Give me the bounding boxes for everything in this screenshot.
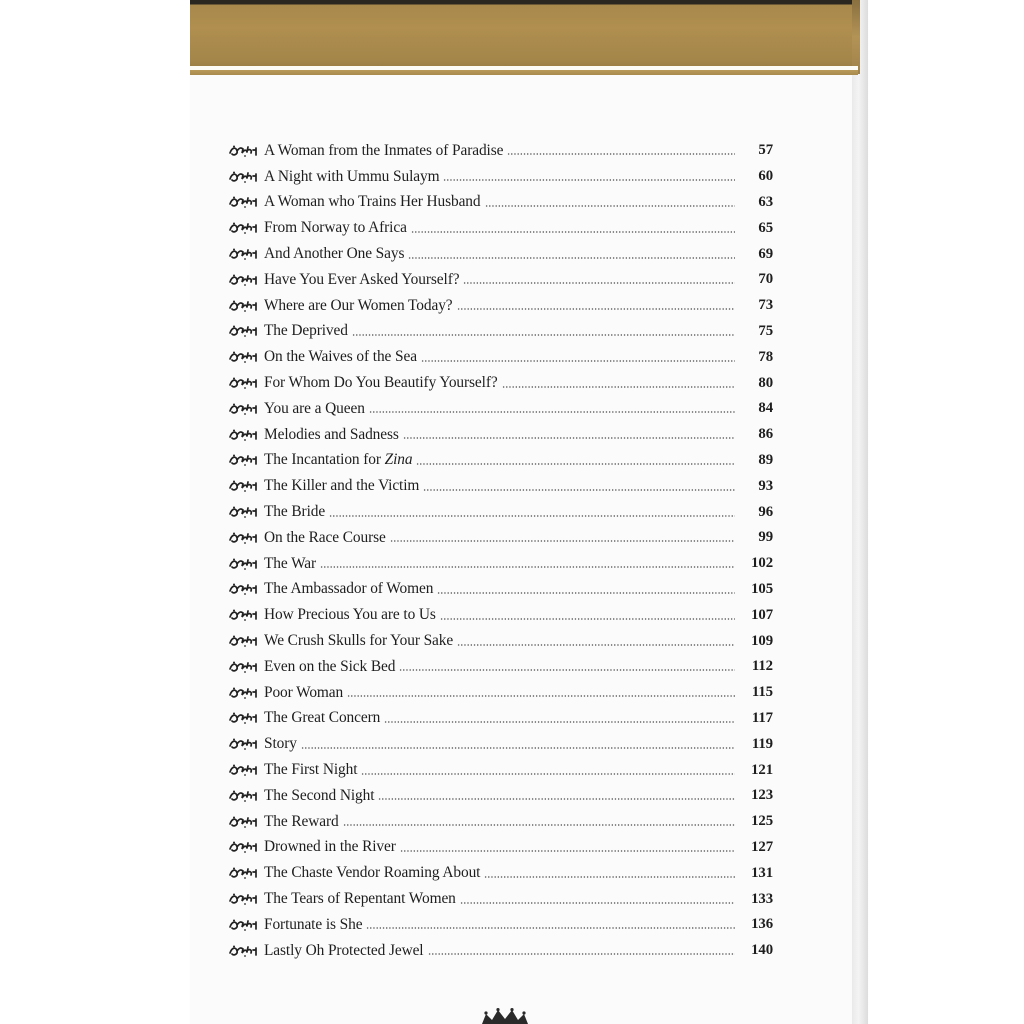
toc-entry[interactable] (228, 215, 773, 241)
calligraphic-ornament-icon (228, 169, 264, 185)
toc-entry[interactable] (228, 138, 773, 164)
toc-entry-title-text: A Night with Ummu Sulaym (264, 167, 440, 185)
calligraphic-ornament-icon (228, 375, 264, 391)
dot-leader (457, 643, 735, 647)
toc-entry-page-number: 93 (758, 477, 773, 494)
toc-entry-title-text: From Norway to Africa (264, 219, 407, 237)
toc-entry-title-text: Lastly Oh Protected Jewel (264, 941, 424, 959)
calligraphic-ornament-icon (228, 298, 264, 314)
toc-entry-title (264, 787, 378, 805)
dot-leader (390, 539, 735, 543)
calligraphic-ornament-icon (228, 556, 264, 572)
toc-entry-title (264, 348, 421, 366)
toc-entry-title (264, 632, 457, 650)
calligraphic-ornament-icon (228, 478, 264, 494)
toc-entry[interactable] (228, 680, 773, 706)
toc-entry-title-text: Fortunate is She (264, 915, 363, 933)
toc-entry[interactable] (228, 525, 773, 551)
calligraphic-ornament-icon (228, 839, 264, 855)
calligraphic-ornament-icon (228, 504, 264, 520)
toc-entry-title (264, 271, 463, 289)
toc-entry-title-text: The Second Night (264, 786, 375, 804)
calligraphic-ornament-icon (228, 427, 264, 443)
toc-entry[interactable] (228, 577, 773, 603)
header-gold-band-edge (852, 0, 860, 74)
toc-entry-title-text: Melodies and Sadness (264, 425, 399, 443)
toc-entry-title-text: A Woman from the Inmates of Paradise (264, 141, 504, 159)
toc-entry-page-number: 125 (751, 813, 773, 830)
calligraphic-ornament-icon (228, 581, 264, 597)
toc-entry-title (264, 400, 369, 418)
dot-leader (485, 204, 735, 208)
toc-entry-title (264, 890, 460, 908)
dot-leader (369, 410, 735, 414)
dot-leader (408, 256, 735, 260)
dot-leader (411, 230, 735, 234)
toc-entry[interactable] (228, 602, 773, 628)
toc-entry-title (264, 426, 403, 444)
toc-entry-title-text: The Bride (264, 503, 326, 521)
toc-entry-title-text: How Precious You are to Us (264, 606, 436, 624)
dot-leader (502, 385, 735, 389)
calligraphic-ornament-icon (228, 891, 264, 907)
toc-entry-page-number: 127 (751, 838, 773, 855)
toc-entry-page-number: 140 (751, 942, 773, 959)
toc-entry-title-text: The First Night (264, 761, 358, 779)
toc-entry-page-number: 57 (758, 142, 773, 159)
dot-leader (443, 178, 735, 182)
toc-entry-title (264, 864, 484, 882)
header-gold-band (190, 0, 858, 66)
calligraphic-ornament-icon (228, 401, 264, 417)
toc-entry-title (264, 735, 301, 753)
toc-entry-title (264, 709, 384, 727)
calligraphic-ornament-icon (228, 349, 264, 365)
toc-entry-title (264, 503, 329, 521)
dot-leader (416, 462, 735, 466)
calligraphic-ornament-icon (228, 530, 264, 546)
toc-entry-title (264, 451, 416, 469)
calligraphic-ornament-icon (228, 814, 264, 830)
toc-entry-title (264, 322, 352, 340)
dot-leader (399, 668, 735, 672)
toc-entry[interactable] (228, 551, 773, 577)
calligraphic-ornament-icon (228, 917, 264, 933)
toc-entry[interactable] (228, 370, 773, 396)
toc-entry-title (264, 477, 423, 495)
crown-ornament-icon (478, 1008, 532, 1024)
toc-entry-title (264, 529, 390, 547)
toc-entry-title-text: The Great Concern (264, 709, 381, 727)
toc-entry-title-text: A Woman who Trains Her Husband (264, 193, 481, 211)
toc-entry-title (264, 219, 411, 237)
toc-entry-title-text: Even on the Sick Bed (264, 657, 396, 675)
toc-entry[interactable] (228, 319, 773, 345)
toc-entry-page-number: 75 (758, 322, 773, 339)
toc-entry-page-number: 107 (751, 606, 773, 623)
toc-entry-page-number: 99 (758, 529, 773, 546)
calligraphic-ornament-icon (228, 788, 264, 804)
dot-leader (437, 591, 735, 595)
toc-entry-title (264, 555, 320, 573)
toc-entry[interactable] (228, 809, 773, 835)
toc-entry-title-text: You are a Queen (264, 399, 365, 417)
toc-entry-page-number: 70 (758, 271, 773, 288)
toc-entry-page-number: 84 (758, 400, 773, 417)
toc-entry-page-number: 123 (751, 787, 773, 804)
calligraphic-ornament-icon (228, 452, 264, 468)
dot-leader (400, 849, 735, 853)
toc-entry-title-text: Drowned in the River (264, 838, 396, 856)
toc-entry-title (264, 245, 408, 263)
toc-entry[interactable] (228, 886, 773, 912)
toc-entry[interactable] (228, 499, 773, 525)
toc-entry-title (264, 838, 400, 856)
toc-entry[interactable] (228, 396, 773, 422)
dot-leader (384, 720, 735, 724)
toc-entry-page-number: 78 (758, 348, 773, 365)
toc-entry-page-number: 102 (751, 555, 773, 572)
dot-leader (320, 565, 735, 569)
header-rule-gold (190, 70, 858, 75)
dot-leader (460, 901, 735, 905)
toc-entry-title (264, 761, 361, 779)
dot-leader (378, 797, 735, 801)
toc-entry[interactable] (228, 293, 773, 319)
dot-leader (301, 746, 735, 750)
toc-entry[interactable] (228, 860, 773, 886)
toc-entry-title-text: The Deprived (264, 322, 348, 340)
calligraphic-ornament-icon (228, 659, 264, 675)
toc-entry-page-number: 133 (751, 890, 773, 907)
toc-entry[interactable] (228, 344, 773, 370)
calligraphic-ornament-icon (228, 943, 264, 959)
dot-leader (507, 152, 735, 156)
toc-entry[interactable] (228, 164, 773, 190)
toc-entry-page-number: 80 (758, 374, 773, 391)
toc-entry-page-number: 121 (751, 761, 773, 778)
dot-leader (329, 514, 735, 518)
dot-leader (463, 281, 735, 285)
toc-entry-page-number: 117 (751, 709, 773, 726)
toc-entry-title-text: We Crush Skulls for Your Sake (264, 632, 454, 650)
dot-leader (366, 926, 735, 930)
toc-entry-title-italic: Zina (384, 451, 413, 469)
calligraphic-ornament-icon (228, 272, 264, 288)
toc-entry-title-text: The Chaste Vendor Roaming About (264, 864, 481, 882)
calligraphic-ornament-icon (228, 710, 264, 726)
toc-entry-title-text: The Killer and the Victim (264, 477, 420, 495)
toc-entry-title-text: Story (264, 735, 297, 753)
toc-entry-page-number: 89 (758, 451, 773, 468)
toc-entry[interactable] (228, 783, 773, 809)
calligraphic-ornament-icon (228, 865, 264, 881)
toc-entry-title-text: The Reward (264, 812, 339, 830)
toc-entry-title (264, 193, 485, 211)
calligraphic-ornament-icon (228, 633, 264, 649)
toc-entry-title (264, 142, 507, 160)
toc-entry-title (264, 374, 502, 392)
toc-entry[interactable] (228, 938, 773, 964)
toc-entry-title (264, 297, 457, 315)
toc-entry-title-text: The War (264, 554, 317, 572)
toc-entry-title (264, 813, 343, 831)
toc-entry-page-number: 105 (751, 580, 773, 597)
toc-entry[interactable] (228, 835, 773, 861)
calligraphic-ornament-icon (228, 685, 264, 701)
toc-entry[interactable] (228, 706, 773, 732)
table-of-contents (228, 138, 773, 964)
toc-entry-title (264, 942, 428, 960)
toc-entry-title-text: The Tears of Repentant Women (264, 890, 456, 907)
dot-leader (484, 875, 735, 879)
dot-leader (440, 617, 735, 621)
toc-entry-page-number: 119 (751, 735, 773, 752)
calligraphic-ornament-icon (228, 762, 264, 778)
dot-leader (352, 333, 735, 337)
toc-entry-title (264, 658, 399, 676)
toc-entry[interactable] (228, 654, 773, 680)
toc-entry-title-text: Have You Ever Asked Yourself? (264, 270, 460, 288)
calligraphic-ornament-icon (228, 194, 264, 210)
calligraphic-ornament-icon (228, 323, 264, 339)
toc-entry-page-number: 73 (758, 297, 773, 314)
dot-leader (428, 952, 736, 956)
toc-entry-page-number: 136 (751, 916, 773, 933)
toc-entry-page-number: 96 (758, 503, 773, 520)
toc-entry-title-text: And Another One Says (264, 245, 405, 263)
dot-leader (457, 307, 735, 311)
calligraphic-ornament-icon (228, 143, 264, 159)
toc-entry-title-text: Where are Our Women Today? (264, 296, 453, 314)
toc-entry-title (264, 168, 443, 186)
toc-entry-page-number: 60 (758, 168, 773, 185)
toc-entry-title (264, 580, 437, 598)
toc-entry-page-number: 131 (751, 864, 773, 881)
dot-leader (403, 436, 735, 440)
toc-entry[interactable] (228, 757, 773, 783)
calligraphic-ornament-icon (228, 736, 264, 752)
toc-entry-title-text: For Whom Do You Beautify Yourself? (264, 374, 498, 392)
calligraphic-ornament-icon (228, 246, 264, 262)
toc-entry[interactable] (228, 912, 773, 938)
toc-entry-page-number: 65 (758, 219, 773, 236)
toc-entry[interactable] (228, 628, 773, 654)
dot-leader (423, 488, 735, 492)
toc-entry[interactable] (228, 241, 773, 267)
toc-entry[interactable] (228, 267, 773, 293)
toc-entry-page-number: 69 (758, 245, 773, 262)
dot-leader (347, 694, 735, 698)
toc-entry-title-text: On the Waives of the Sea (264, 348, 417, 366)
dot-leader (361, 772, 735, 776)
toc-entry-title-text: The Ambassador of Women (264, 580, 434, 598)
toc-entry-title (264, 606, 440, 624)
toc-entry-title (264, 684, 347, 702)
toc-entry-page-number: 115 (751, 684, 773, 701)
toc-entry-page-number: 109 (751, 632, 773, 649)
toc-entry-page-number: 63 (758, 193, 773, 210)
toc-entry-title (264, 916, 366, 934)
calligraphic-ornament-icon (228, 220, 264, 236)
dot-leader (421, 359, 735, 363)
toc-entry[interactable] (228, 422, 773, 448)
toc-entry-title-text: The Incantation for (264, 451, 385, 469)
dot-leader (343, 823, 735, 827)
toc-entry-page-number: 86 (758, 426, 773, 443)
toc-entry[interactable] (228, 448, 773, 474)
page-edge (852, 0, 868, 1024)
toc-entry-page-number: 112 (751, 658, 773, 675)
calligraphic-ornament-icon (228, 607, 264, 623)
toc-entry[interactable] (228, 731, 773, 757)
toc-entry[interactable] (228, 190, 773, 216)
toc-entry[interactable] (228, 473, 773, 499)
toc-entry-title-text: On the Race Course (264, 528, 386, 546)
toc-entry-title-text: Poor Woman (264, 683, 344, 701)
